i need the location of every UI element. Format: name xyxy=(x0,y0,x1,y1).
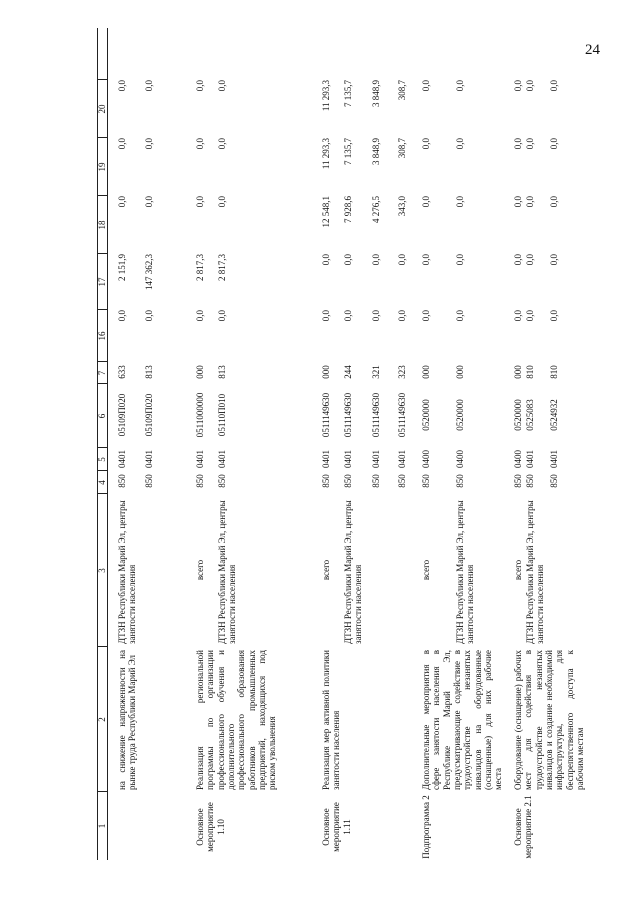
col-4: 850 xyxy=(549,474,559,488)
col-7: 000 xyxy=(455,365,465,379)
col-19: 0,0 xyxy=(217,138,227,150)
executor: ДТЗН Республики Марий Эл, центры занятости населения xyxy=(525,500,546,644)
col-4: 850 xyxy=(513,474,523,488)
row-code: Основное мероприятие 2.1 xyxy=(513,795,534,859)
header-bottom-border xyxy=(107,28,108,860)
col-20: 308,7 xyxy=(397,80,407,101)
col-17: 0,0 xyxy=(455,254,465,266)
col-16: 0,0 xyxy=(525,310,535,322)
col-5: 0401 xyxy=(144,450,154,468)
executor: ДТЗН Республики Марий Эл, центры занятости населения xyxy=(117,500,138,644)
col-20: 7 135,7 xyxy=(343,80,353,107)
col-18: 0,0 xyxy=(117,196,127,208)
col-7: 813 xyxy=(217,365,227,379)
col-20: 11 293,3 xyxy=(321,80,331,112)
col-6: 05110П010 xyxy=(217,393,227,437)
col-16: 0,0 xyxy=(397,310,407,322)
col-4: 850 xyxy=(455,474,465,488)
col-6: 0520000 xyxy=(513,399,523,431)
col-4: 850 xyxy=(343,474,353,488)
col-18: 0,0 xyxy=(525,196,535,208)
col-17: 0,0 xyxy=(525,254,535,266)
col-18: 0,0 xyxy=(455,196,465,208)
col-18: 343,0 xyxy=(397,196,407,217)
col-4: 850 xyxy=(397,474,407,488)
col-5: 0401 xyxy=(397,450,407,468)
row-description: Реализация региональной программы по организации профессионального обучения и дополнительного профессионального образования работников промышленных предприятий, находящихся под риском увольнения xyxy=(195,650,278,790)
col-19: 0,0 xyxy=(549,138,559,150)
col-5: 0401 xyxy=(343,450,353,468)
col-7: 000 xyxy=(421,365,431,379)
col-7: 000 xyxy=(321,365,331,379)
executor: всего xyxy=(513,559,523,581)
col-5: 0401 xyxy=(371,450,381,468)
col-17: 0,0 xyxy=(549,254,559,266)
col-18: 12 548,1 xyxy=(321,196,331,228)
column-number: 2 xyxy=(97,717,107,722)
col-7: 244 xyxy=(343,365,353,379)
page-number: 24 xyxy=(585,42,600,58)
col-16: 0,0 xyxy=(455,310,465,322)
col-20: 0,0 xyxy=(117,80,127,92)
col-7: 000 xyxy=(513,365,523,379)
col-6: 0511149630 xyxy=(343,392,353,438)
budget-table xyxy=(97,28,586,860)
row-description: Оборудование (оснащение) рабочих мест для содействия в трудоустройстве незанятых инвалидов и создание необходимой инфраструктуры, для беспрепятственного доступа к рабочим местам xyxy=(513,650,586,790)
col-19: 0,0 xyxy=(117,138,127,150)
col-18: 7 928,6 xyxy=(343,196,353,223)
col-19: 308,7 xyxy=(397,138,407,159)
col-17: 0,0 xyxy=(421,254,431,266)
col-7: 321 xyxy=(371,365,381,379)
col-17: 2 817,3 xyxy=(195,254,205,281)
col-17: 2 817,3 xyxy=(217,254,227,281)
executor: ДТЗН Республики Марий Эл, центры занятости населения xyxy=(455,500,476,644)
col-18: 0,0 xyxy=(144,196,154,208)
col-17: 2 151,9 xyxy=(117,254,127,281)
col-19: 0,0 xyxy=(513,138,523,150)
col-4: 850 xyxy=(144,474,154,488)
col-6: 0524932 xyxy=(549,399,559,431)
executor: ДТЗН Республики Марий Эл, центры занятости населения xyxy=(343,500,364,644)
col-4: 850 xyxy=(525,474,535,488)
col-5: 0401 xyxy=(321,450,331,468)
col-6: 0511149630 xyxy=(321,392,331,438)
col-5: 0400 xyxy=(455,450,465,468)
col-16: 0,0 xyxy=(371,310,381,322)
col-18: 0,0 xyxy=(217,196,227,208)
row-description: Дополнительные мероприятия в сфере занятости населения в Республике Марий Эл, предусматривающие содействие в трудоустройстве незанятых инвалидов на оборудованные (оснащенные) для них рабочие места xyxy=(421,650,504,790)
col-18: 4 276,5 xyxy=(371,196,381,223)
col-5: 0401 xyxy=(195,450,205,468)
col-17: 0,0 xyxy=(321,254,331,266)
col-16: 0,0 xyxy=(421,310,431,322)
column-number: 20 xyxy=(97,104,107,114)
column-number: 5 xyxy=(97,457,107,462)
col-5: 0401 xyxy=(549,450,559,468)
executor: всего xyxy=(421,559,431,581)
col-19: 0,0 xyxy=(525,138,535,150)
column-number: 4 xyxy=(97,480,107,485)
col-18: 0,0 xyxy=(421,196,431,208)
col-19: 7 135,7 xyxy=(343,138,353,165)
col-6: 05109П020 xyxy=(117,393,127,437)
col-17: 0,0 xyxy=(397,254,407,266)
column-number: 7 xyxy=(97,370,107,376)
col-4: 850 xyxy=(195,474,205,488)
col-4: 850 xyxy=(117,474,127,488)
col-7: 810 xyxy=(525,365,535,379)
col-5: 0401 xyxy=(525,450,535,468)
col-6: 0511000000 xyxy=(195,392,205,438)
col-4: 850 xyxy=(217,474,227,488)
col-7: 000 xyxy=(195,365,205,379)
col-17: 147 362,3 xyxy=(144,254,154,290)
col-6: 0520000 xyxy=(455,399,465,431)
row-code: Основное мероприятие 1.11 xyxy=(321,802,352,852)
col-16: 0,0 xyxy=(321,310,331,322)
col-20: 0,0 xyxy=(525,80,535,92)
col-19: 3 848,9 xyxy=(371,138,381,165)
col-6: 05109П020 xyxy=(144,393,154,437)
executor: всего xyxy=(321,559,331,581)
column-number: 3 xyxy=(97,568,107,573)
col-20: 0,0 xyxy=(513,80,523,92)
col-20: 0,0 xyxy=(421,80,431,92)
col-16: 0,0 xyxy=(549,310,559,322)
col-16: 0,0 xyxy=(217,310,227,322)
col-18: 0,0 xyxy=(513,196,523,208)
column-number: 19 xyxy=(97,162,107,172)
col-16: 0,0 xyxy=(195,310,205,322)
col-18: 0,0 xyxy=(195,196,205,208)
col-19: 0,0 xyxy=(421,138,431,150)
col-5: 0400 xyxy=(513,450,523,468)
col-7: 813 xyxy=(144,365,154,379)
col-16: 0,0 xyxy=(343,310,353,322)
column-number: 1 xyxy=(97,823,107,829)
col-4: 850 xyxy=(371,474,381,488)
col-20: 0,0 xyxy=(455,80,465,92)
col-18: 0,0 xyxy=(549,196,559,208)
col-7: 633 xyxy=(117,365,127,379)
row-code: Основное мероприятие 1.10 xyxy=(195,802,226,852)
col-20: 0,0 xyxy=(217,80,227,92)
col-6: 0525083 xyxy=(525,399,535,431)
col-7: 810 xyxy=(549,365,559,379)
col-6: 0511149630 xyxy=(397,392,407,438)
col-20: 3 848,9 xyxy=(371,80,381,107)
col-7: 323 xyxy=(397,365,407,379)
col-20: 0,0 xyxy=(144,80,154,92)
col-6: 0520000 xyxy=(421,399,431,431)
column-number: 17 xyxy=(97,277,107,287)
row-description: на снижение напряженности на рынке труда Республики Марий Эл xyxy=(117,650,138,790)
col-17: 0,0 xyxy=(343,254,353,266)
col-16: 0,0 xyxy=(117,310,127,322)
column-number: 6 xyxy=(97,413,107,419)
col-5: 0401 xyxy=(117,450,127,468)
column-number: 18 xyxy=(97,220,107,230)
col-4: 850 xyxy=(321,474,331,488)
col-19: 0,0 xyxy=(195,138,205,150)
col-19: 0,0 xyxy=(455,138,465,150)
col-16: 0,0 xyxy=(144,310,154,322)
col-6: 0511149630 xyxy=(371,392,381,438)
col-20: 0,0 xyxy=(549,80,559,92)
column-number: 16 xyxy=(97,331,107,341)
col-16: 0,0 xyxy=(513,310,523,322)
col-5: 0400 xyxy=(421,450,431,468)
col-19: 11 293,3 xyxy=(321,138,331,170)
row-description: Реализация мер активной политики занятости населения xyxy=(321,650,342,790)
col-17: 0,0 xyxy=(513,254,523,266)
col-19: 0,0 xyxy=(144,138,154,150)
executor: ДТЗН Республики Марий Эл, центры занятости населения xyxy=(217,500,238,644)
col-5: 0401 xyxy=(217,450,227,468)
col-17: 0,0 xyxy=(371,254,381,266)
col-20: 0,0 xyxy=(195,80,205,92)
executor: всего xyxy=(195,559,205,581)
row-code: Подпрограмма 2 xyxy=(421,795,431,859)
col-4: 850 xyxy=(421,474,431,488)
